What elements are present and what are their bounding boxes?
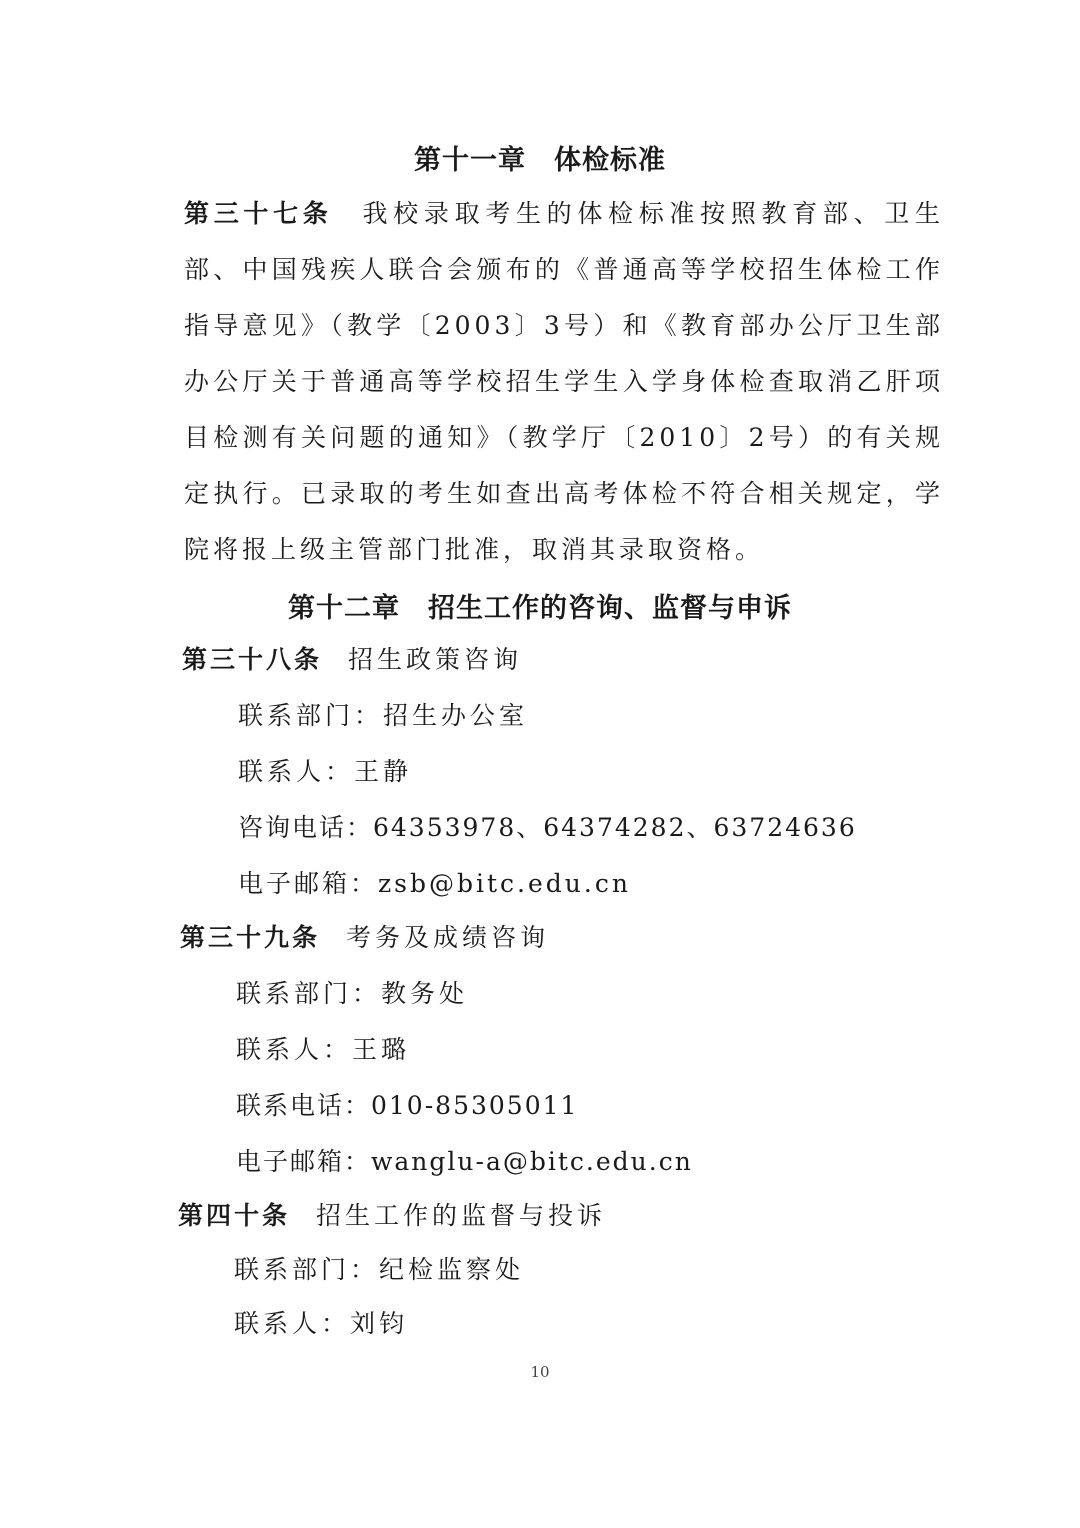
article-38-heading: [182, 640, 522, 676]
article-39-heading: [180, 918, 549, 954]
article-38-subject: 招生政策咨询: [348, 645, 523, 674]
page-number: 10: [530, 1363, 550, 1381]
article-39-email: 电子邮箱：wanglu-a@bitc.edu.cn: [236, 1147, 693, 1176]
article-37: [184, 186, 944, 578]
article-38-email: 电子邮箱：zsb@bitc.edu.cn: [238, 869, 631, 898]
article-37-title: 第三十七条: [184, 199, 333, 228]
article-38-phone: 咨询电话：64353978、64374282、63724636: [238, 813, 857, 842]
article-39-title: 第三十九条: [180, 923, 321, 952]
article-40-contact: 联系人：刘钧: [234, 1309, 409, 1338]
article-39-contact: 联系人：王璐: [236, 1035, 411, 1064]
article-38-department: 联系部门：招生办公室: [238, 701, 529, 730]
article-37-body: 我校录取考生的体检标准按照教育部、卫生部、中国残疾人联合会颁布的《普通高等学校招生体检工作指导意见》（教学〔2003〕3号）和《教育部办公厅卫生部办公厅关于普通高等学校招生学生入学身体检查取消乙肝项目检测有关问题的通知》（教学厅〔2010〕2号）的有关规定执行。已录取的考生如查出高考体检不符合相关规定，学院将报上级主管部门批准，取消其录取资格。: [184, 199, 944, 564]
article-39-phone: 联系电话：010-85305011: [236, 1091, 579, 1120]
article-38-contact: 联系人：王静: [238, 757, 413, 786]
article-40-department: 联系部门：纪检监察处: [234, 1255, 525, 1284]
article-40-title: 第四十条: [178, 1201, 291, 1230]
article-38-title: 第三十八条: [182, 645, 323, 674]
chapter-11-heading: 第十一章 体检标准: [414, 145, 666, 176]
chapter-12-heading: 第十二章 招生工作的咨询、监督与申诉: [288, 593, 792, 624]
article-40-heading: [178, 1196, 606, 1232]
article-39-department: 联系部门：教务处: [236, 979, 469, 1008]
article-40-subject: 招生工作的监督与投诉: [316, 1201, 607, 1230]
article-39-subject: 考务及成绩咨询: [346, 923, 550, 952]
